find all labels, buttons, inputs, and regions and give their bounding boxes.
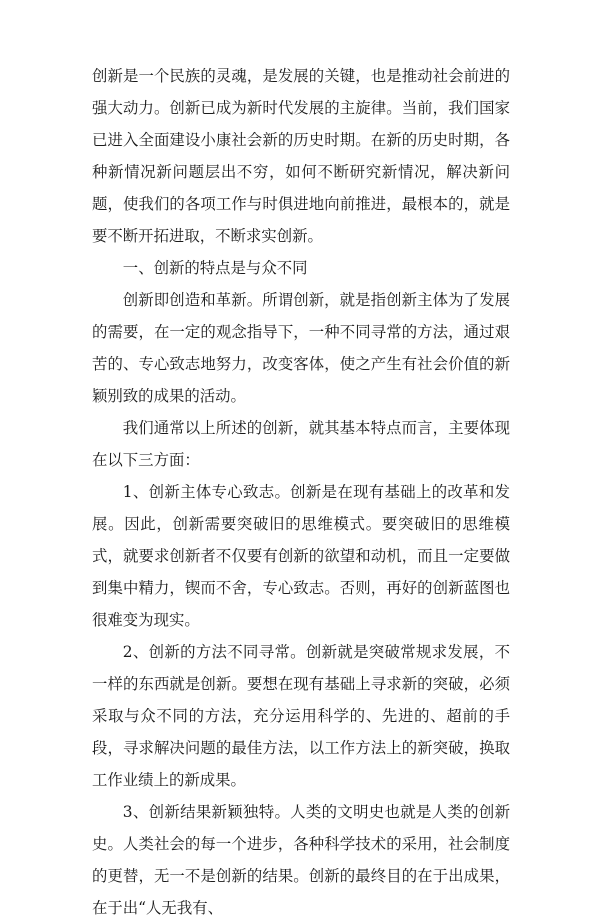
section-heading: 一、创新的特点是与众不同 [122,259,308,277]
document-body [92,60,510,924]
paragraph-definition: 创新即创造和革新。所谓创新，就是指创新主体为了发展的需要，在一定的观念指导下，一种不同寻常的方法，通过艰苦的、专心致志地努力，改变客体，使之产生有社会价值的新颖别致的成果的活动。 [92,291,510,405]
paragraph-feature-1: 1、创新主体专心致志。创新是在现有基础上的改革和发展。因此，创新需要突破旧的思维模式。要突破旧的思维模式，就要求创新者不仅要有创新的欲望和动机，而且一定要做到集中精力，锲而不舍，专心致志。否则，再好的创新蓝图也很难变为现实。 [92,483,510,629]
paragraph-intro: 创新是一个民族的灵魂，是发展的关键，也是推动社会前进的强大动力。创新已成为新时代发展的主旋律。当前，我们国家已进入全面建设小康社会新的历史时期。在新的历史时期，各种新情况新问题层出不穷，如何不断研究新情况，解决新问题，使我们的各项工作与时俱进地向前推进，最根本的，就是要不断开拓进取，不断求实创新。 [92,67,510,245]
paragraph-features-intro: 我们通常以上所述的创新，就其基本特点而言，主要体现在以下三方面： [92,419,510,469]
paragraph-feature-3: 3、创新结果新颖独特。人类的文明史也就是人类的创新史。人类社会的每一个进步，各种科学技术的采用，社会制度的更替，无一不是创新的结果。创新的最终目的在于出成果，在于出“人无我有、 [92,803,510,917]
paragraph-feature-2: 2、创新的方法不同寻常。创新就是突破常规求发展，不一样的东西就是创新。要想在现有基础上寻求新的突破，必须采取与众不同的方法，充分运用科学的、先进的、超前的手段，寻求解决问题的最佳方法，以工作方法上的新突破，换取工作业绩上的新成果。 [92,643,510,789]
